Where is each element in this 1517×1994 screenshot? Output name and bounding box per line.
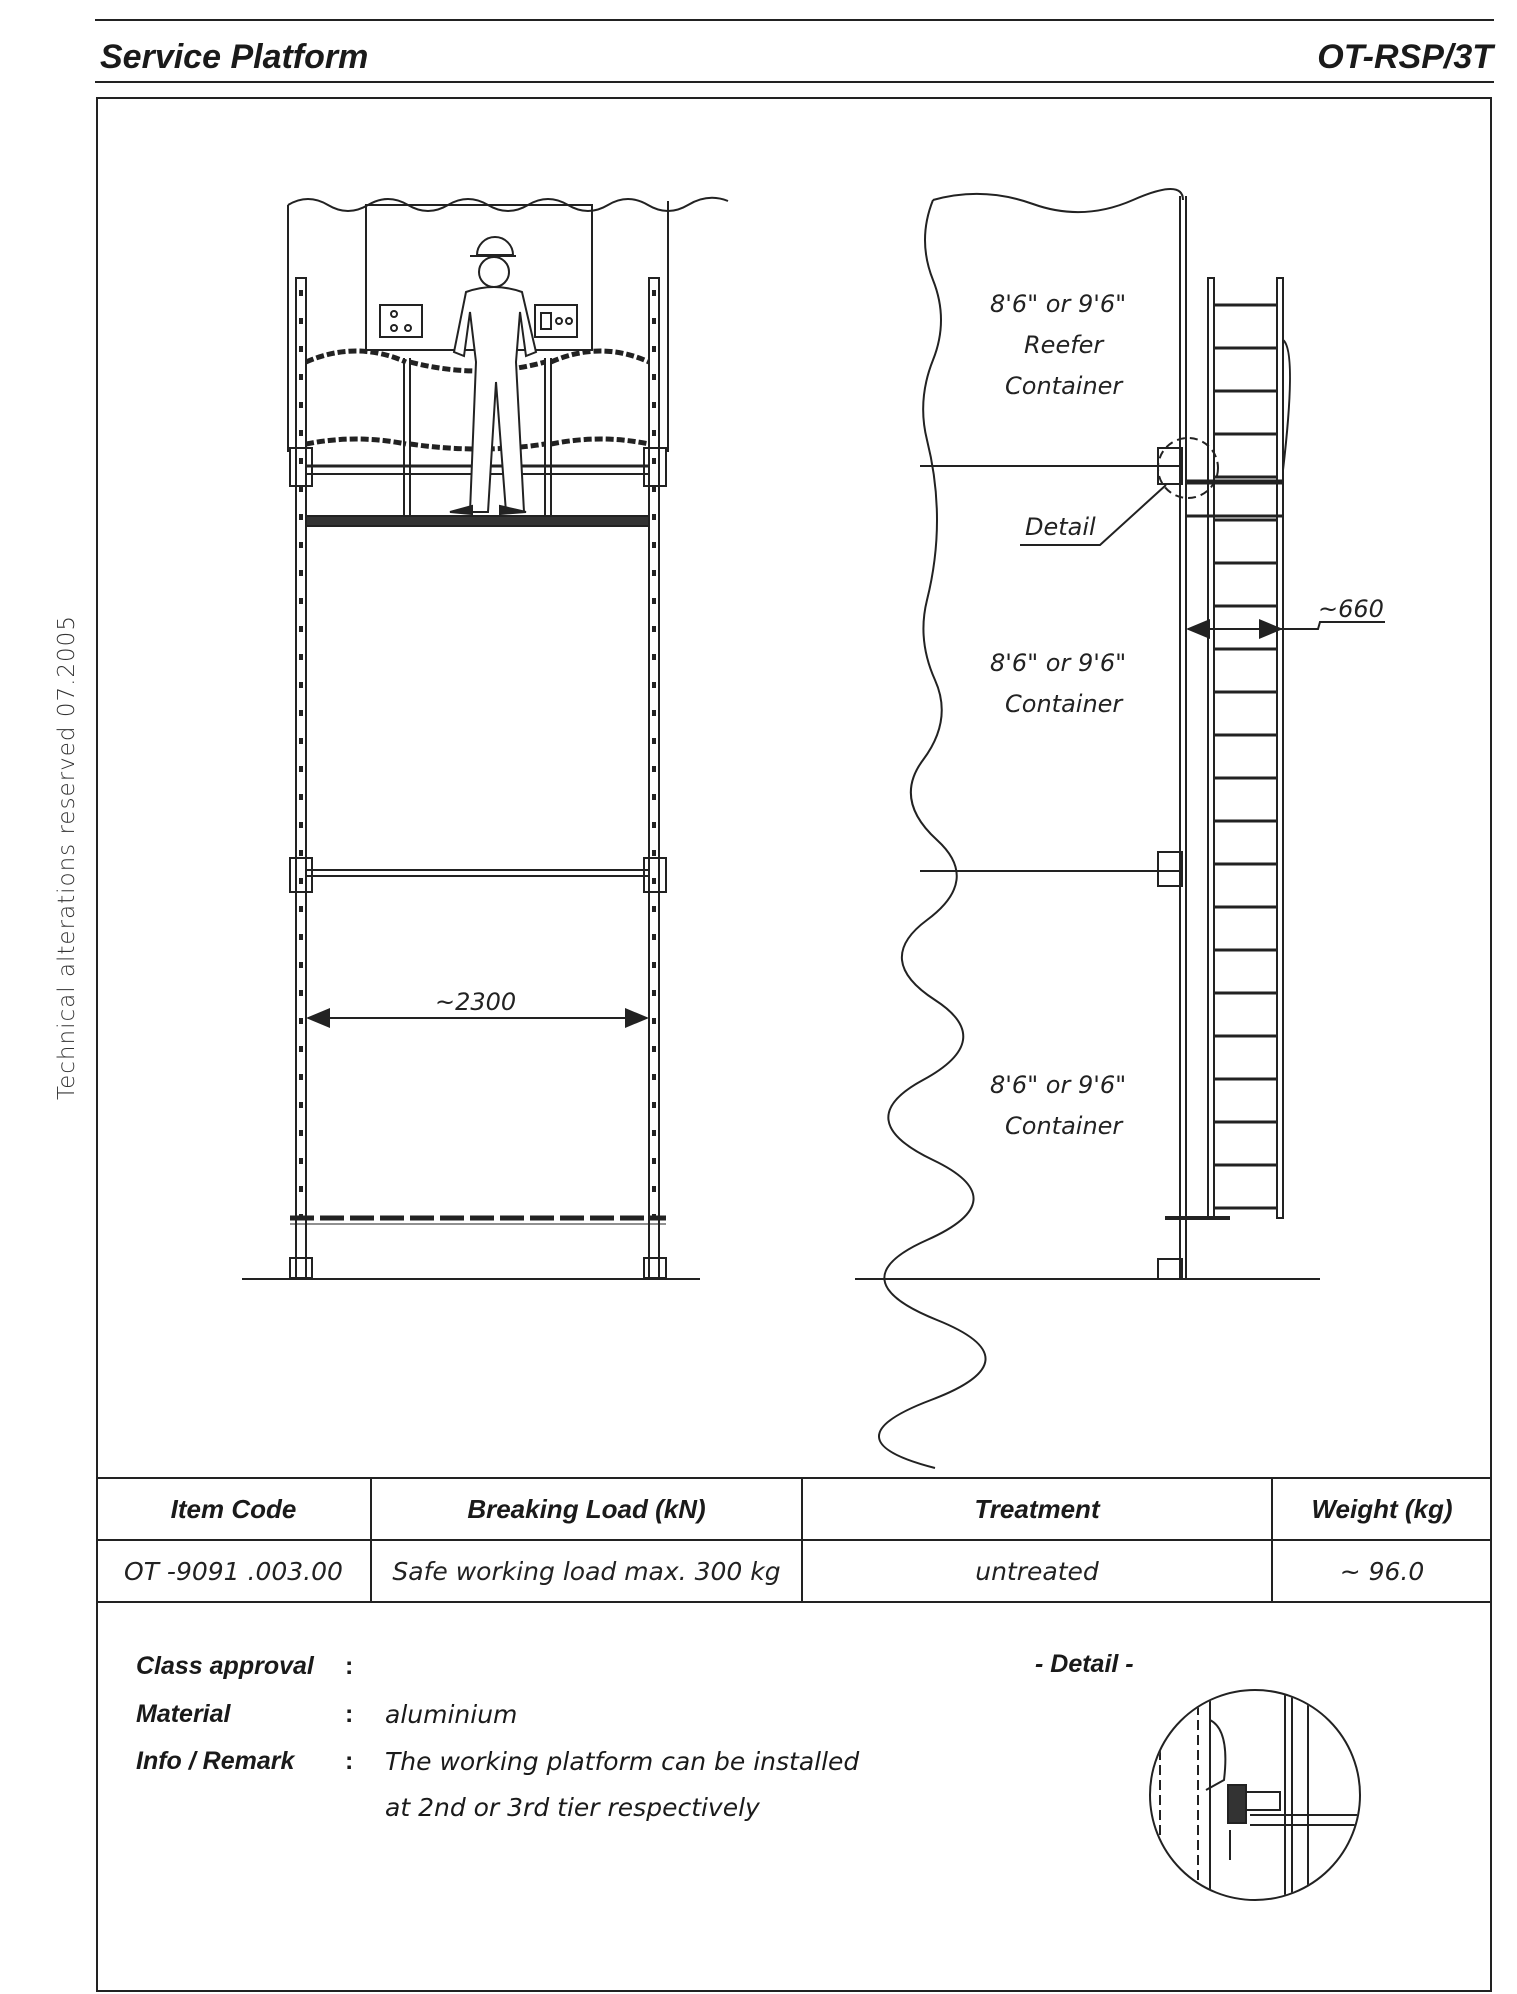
class-approval-colon: :: [345, 1652, 354, 1680]
container-1-size: 8'6" or 9'6": [990, 290, 1127, 318]
remark-colon: :: [345, 1747, 354, 1775]
worker-figure: [450, 237, 536, 514]
right-upright: [649, 278, 659, 1278]
spec-table-row: [97, 1540, 1491, 1602]
material-colon: :: [345, 1700, 354, 1728]
ladder-left-stile: [1208, 278, 1214, 1218]
clearance-dimension-label: ~660: [1318, 595, 1384, 623]
cell-item-code: OT -9091 .003.00: [97, 1540, 371, 1602]
container-2-name: Container: [1005, 690, 1123, 718]
platform-deck: [306, 516, 649, 526]
header-breaking-load: Breaking Load (kN): [371, 1478, 802, 1540]
remark-label: Info / Remark: [136, 1747, 295, 1775]
page-title: Service Platform: [100, 38, 369, 76]
cell-treatment: untreated: [802, 1540, 1272, 1602]
container-3-size: 8'6" or 9'6": [990, 1071, 1127, 1099]
remark-line-1: The working platform can be installed: [385, 1747, 860, 1776]
container-break-line-side: [879, 200, 986, 1468]
control-box-left: [380, 305, 422, 337]
header-treatment: Treatment: [802, 1478, 1272, 1540]
remark-line-2: at 2nd or 3rd tier respectively: [385, 1793, 760, 1822]
container-1-name: Container: [1005, 372, 1123, 400]
header-weight: Weight (kg): [1272, 1478, 1491, 1540]
cell-breaking-load: Safe working load max. 300 kg: [371, 1540, 802, 1602]
left-upright: [296, 278, 306, 1278]
spec-table-header-row: [97, 1478, 1491, 1540]
material-value: aluminium: [385, 1700, 518, 1729]
class-approval-label: Class approval: [136, 1652, 314, 1680]
material-label: Material: [136, 1700, 231, 1728]
detail-enlargement: [1150, 1690, 1360, 1900]
container-3-name: Container: [1005, 1112, 1123, 1140]
header-item-code: Item Code: [97, 1478, 371, 1540]
ladder-right-stile: [1277, 278, 1283, 1218]
ladder-rungs: [1214, 305, 1277, 1208]
cell-weight: ~ 96.0: [1272, 1540, 1491, 1602]
spec-table: [97, 1477, 1491, 1603]
detail-title: - Detail -: [1035, 1650, 1134, 1678]
width-dimension-label: ~2300: [435, 988, 517, 1016]
container-1-type: Reefer: [1024, 331, 1104, 359]
detail-callout-label: Detail: [1025, 513, 1096, 541]
technical-alterations-note: Technical alterations reserved 07.2005: [54, 615, 80, 1100]
product-code: OT-RSP/3T: [1317, 38, 1493, 76]
container-2-size: 8'6" or 9'6": [990, 649, 1127, 677]
